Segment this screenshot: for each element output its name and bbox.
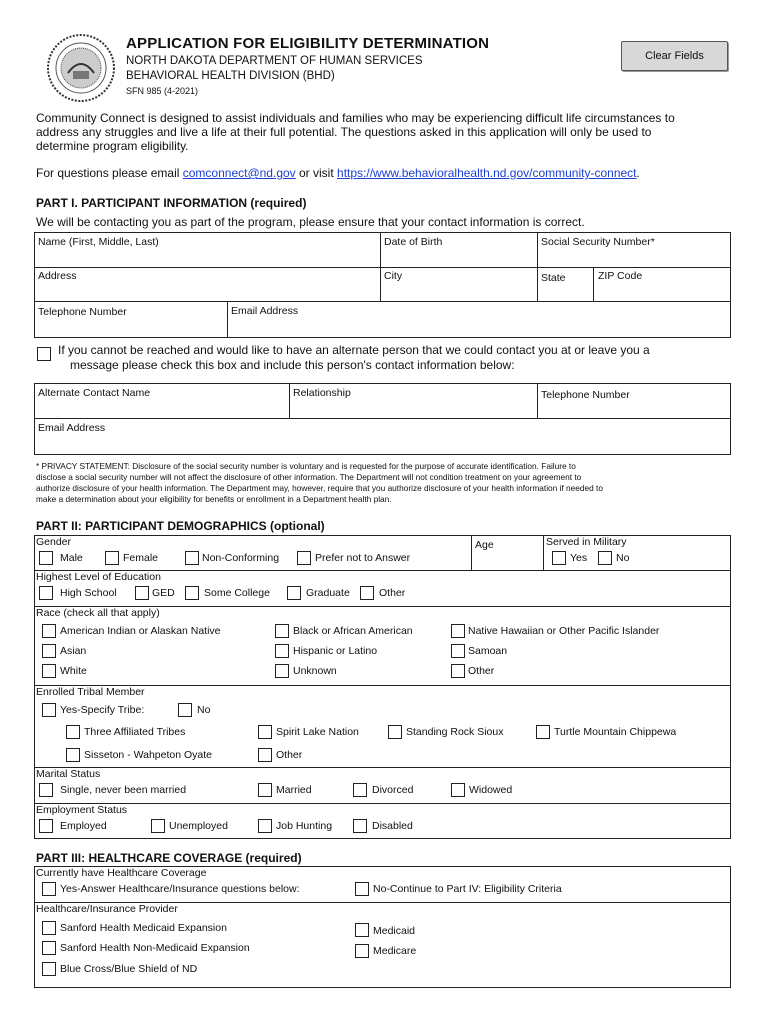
tribal-label: Enrolled Tribal Member [36, 686, 145, 698]
privacy-line: authorize disclosure of your health information. The Department may, however, require that you authorize disclosure of your health information if needed to [36, 483, 603, 493]
marital-divorced-checkbox[interactable] [353, 783, 367, 797]
marital-single-checkbox[interactable] [39, 783, 53, 797]
education-option-label: Graduate [306, 587, 350, 599]
gender-option-label: Non-Conforming [202, 552, 280, 564]
demographics-table [34, 535, 731, 839]
race-option-label: Samoan [468, 645, 508, 657]
race-unknown-checkbox[interactable] [275, 664, 289, 678]
employment-option-label: Employed [60, 820, 107, 832]
privacy-line: make a determination about your eligibility for benefits or enrollment in a Department health plan. [36, 494, 392, 504]
gender-nonconforming-checkbox[interactable] [185, 551, 199, 565]
tribe-option-label: Other [276, 749, 303, 761]
gender-male-checkbox[interactable] [39, 551, 53, 565]
gender-female-checkbox[interactable] [105, 551, 119, 565]
coverage-yes-label: Yes-Answer Healthcare/Insurance questions below: [60, 883, 300, 895]
provider-sanford-non-medicaid-checkbox[interactable] [42, 941, 56, 955]
alternate-contact-checkbox[interactable] [37, 347, 51, 361]
alt-email-field[interactable]: Email Address [38, 422, 106, 434]
employment-employed-checkbox[interactable] [39, 819, 53, 833]
coverage-no-label: No-Continue to Part IV: Eligibility Criteria [373, 883, 562, 895]
race-option-label: Other [468, 665, 495, 677]
part2-heading: PART II: PARTICIPANT DEMOGRAPHICS (optional) [36, 519, 325, 533]
tribal-yes-checkbox[interactable] [42, 703, 56, 717]
marital-option-label: Married [276, 784, 312, 796]
intro-line: determine program eligibility. [36, 139, 189, 153]
coverage-yes-checkbox[interactable] [42, 882, 56, 896]
state-seal-logo [46, 33, 116, 103]
race-native-hawaiian-checkbox[interactable] [451, 624, 465, 638]
provider-option-label: Blue Cross/Blue Shield of ND [60, 963, 198, 975]
provider-option-label: Medicaid [373, 925, 416, 937]
military-no-checkbox[interactable] [598, 551, 612, 565]
education-option-label: Some College [204, 587, 270, 599]
intro-paragraph [36, 111, 736, 153]
participant-info-table [34, 232, 731, 338]
tribal-no-label: No [197, 704, 211, 716]
intro-line: address any struggles and live a life at their full potential. The questions asked in this application will only be used to [36, 125, 652, 139]
military-option-label: No [616, 552, 630, 564]
marital-married-checkbox[interactable] [258, 783, 272, 797]
telephone-field[interactable]: Telephone Number [38, 306, 127, 318]
provider-option-label: Sanford Health Medicaid Expansion [60, 922, 227, 934]
tribe-standing-rock-checkbox[interactable] [388, 725, 402, 739]
race-label: Race (check all that apply) [36, 607, 160, 619]
gender-label: Gender [36, 536, 72, 548]
marital-label: Marital Status [36, 768, 101, 780]
contact-end: . [636, 166, 640, 180]
email-link[interactable]: comconnect@nd.gov [182, 166, 296, 180]
race-american-indian-checkbox[interactable] [42, 624, 56, 638]
state-field[interactable]: State [541, 272, 566, 284]
education-label: Highest Level of Education [36, 571, 161, 583]
alt-line: If you cannot be reached and would like to have an alternate person that we could contact you at or leave you a [58, 343, 650, 357]
education-somecollege-checkbox[interactable] [185, 586, 199, 600]
privacy-line: * PRIVACY STATEMENT: Disclosure of the social security number is voluntary and is requested for the purpose of accurate identification. Failure to [36, 461, 576, 471]
employment-unemployed-checkbox[interactable] [151, 819, 165, 833]
website-link[interactable]: https://www.behavioralhealth.nd.gov/community-connect [337, 166, 637, 180]
address-field[interactable]: Address [38, 270, 77, 282]
contact-line [36, 166, 736, 180]
race-option-label: Black or African American [293, 625, 413, 637]
employment-disabled-checkbox[interactable] [353, 819, 367, 833]
age-field[interactable]: Age [475, 539, 494, 551]
race-samoan-checkbox[interactable] [451, 644, 465, 658]
tribe-option-label: Turtle Mountain Chippewa [554, 726, 677, 738]
gender-option-label: Prefer not to Answer [315, 552, 411, 564]
part1-heading: PART I. PARTICIPANT INFORMATION (required) [36, 196, 307, 210]
race-option-label: Asian [60, 645, 87, 657]
alt-name-field[interactable]: Alternate Contact Name [38, 387, 151, 399]
marital-option-label: Widowed [469, 784, 513, 796]
provider-sanford-medicaid-exp-checkbox[interactable] [42, 921, 56, 935]
race-other-checkbox[interactable] [451, 664, 465, 678]
contact-prefix: For questions please email [36, 166, 183, 180]
healthcare-table [34, 866, 731, 988]
relationship-field[interactable]: Relationship [293, 387, 351, 399]
gender-option-label: Male [60, 552, 83, 564]
email-field[interactable]: Email Address [231, 305, 299, 317]
race-hispanic-checkbox[interactable] [275, 644, 289, 658]
race-option-label: Unknown [293, 665, 337, 677]
alt-phone-field[interactable]: Telephone Number [541, 389, 630, 401]
employment-option-label: Unemployed [169, 820, 228, 832]
race-option-label: American Indian or Alaskan Native [60, 625, 221, 637]
department-name: NORTH DAKOTA DEPARTMENT OF HUMAN SERVICES [126, 55, 423, 67]
part3-heading: PART III: HEALTHCARE COVERAGE (required) [36, 851, 302, 865]
marital-widowed-checkbox[interactable] [451, 783, 465, 797]
race-black-checkbox[interactable] [275, 624, 289, 638]
marital-option-label: Divorced [372, 784, 414, 796]
race-white-checkbox[interactable] [42, 664, 56, 678]
tribal-yes-label: Yes-Specify Tribe: [60, 704, 145, 716]
clear-fields-button[interactable]: Clear Fields [621, 41, 728, 71]
ssn-field[interactable]: Social Security Number* [541, 236, 655, 248]
race-option-label: Native Hawaiian or Other Pacific Islander [468, 625, 660, 637]
form-number: SFN 985 (4-2021) [126, 86, 199, 96]
education-other-checkbox[interactable] [360, 586, 374, 600]
race-option-label: White [60, 665, 87, 677]
employment-option-label: Disabled [372, 820, 413, 832]
tribe-sisseton-checkbox[interactable] [66, 748, 80, 762]
education-option-label: GED [152, 587, 175, 599]
military-label: Served in Military [546, 536, 627, 548]
education-ged-checkbox[interactable] [135, 586, 149, 600]
education-highschool-checkbox[interactable] [39, 586, 53, 600]
education-option-label: Other [379, 587, 406, 599]
tribal-no-checkbox[interactable] [178, 703, 192, 717]
education-graduate-checkbox[interactable] [287, 586, 301, 600]
part1-note: We will be contacting you as part of the program, please ensure that your contact information is correct. [36, 215, 585, 229]
dob-field[interactable]: Date of Birth [384, 236, 443, 248]
race-option-label: Hispanic or Latino [293, 645, 378, 657]
contact-mid: or visit [295, 166, 338, 180]
alternate-contact-text [58, 343, 650, 373]
intro-line: Community Connect is designed to assist individuals and families who may be experiencing difficult life circumstances to [36, 111, 675, 125]
tribe-other-checkbox[interactable] [258, 748, 272, 762]
tribe-option-label: Spirit Lake Nation [276, 726, 359, 738]
employment-label: Employment Status [36, 804, 128, 816]
city-field[interactable]: City [384, 270, 403, 282]
privacy-line: disclose a social security number will not affect the disclosure of other information. The Department will not condition treatment on your agreement to [36, 472, 582, 482]
education-option-label: High School [60, 587, 117, 599]
tribe-spirit-lake-checkbox[interactable] [258, 725, 272, 739]
division-name: BEHAVIORAL HEALTH DIVISION (BHD) [126, 70, 335, 82]
alt-line: message please check this box and include this person's contact information below: [70, 358, 515, 372]
provider-option-label: Sanford Health Non-Medicaid Expansion [60, 942, 250, 954]
marital-option-label: Single, never been married [60, 784, 187, 796]
provider-medicaid-checkbox[interactable] [355, 923, 369, 937]
coverage-label: Currently have Healthcare Coverage [36, 867, 207, 879]
privacy-statement [36, 461, 736, 505]
zip-field[interactable]: ZIP Code [598, 270, 643, 282]
provider-bcbs-checkbox[interactable] [42, 962, 56, 976]
tribe-three-affiliated-checkbox[interactable] [66, 725, 80, 739]
tribe-option-label: Standing Rock Sioux [406, 726, 504, 738]
provider-option-label: Medicare [373, 945, 417, 957]
race-asian-checkbox[interactable] [42, 644, 56, 658]
name-field[interactable]: Name (First, Middle, Last) [38, 236, 159, 248]
tribe-option-label: Sisseton - Wahpeton Oyate [84, 749, 213, 761]
tribe-turtle-mountain-checkbox[interactable] [536, 725, 550, 739]
gender-prefer-not-checkbox[interactable] [297, 551, 311, 565]
coverage-no-checkbox[interactable] [355, 882, 369, 896]
gender-option-label: Female [123, 552, 159, 564]
provider-medicare-checkbox[interactable] [355, 944, 369, 958]
tribe-option-label: Three Affiliated Tribes [84, 726, 186, 738]
form-title: APPLICATION FOR ELIGIBILITY DETERMINATION [126, 35, 490, 52]
military-option-label: Yes [570, 552, 588, 564]
employment-job-hunting-checkbox[interactable] [258, 819, 272, 833]
employment-option-label: Job Hunting [276, 820, 333, 832]
alternate-contact-table [34, 383, 731, 455]
military-yes-checkbox[interactable] [552, 551, 566, 565]
provider-label: Healthcare/Insurance Provider [36, 903, 178, 915]
